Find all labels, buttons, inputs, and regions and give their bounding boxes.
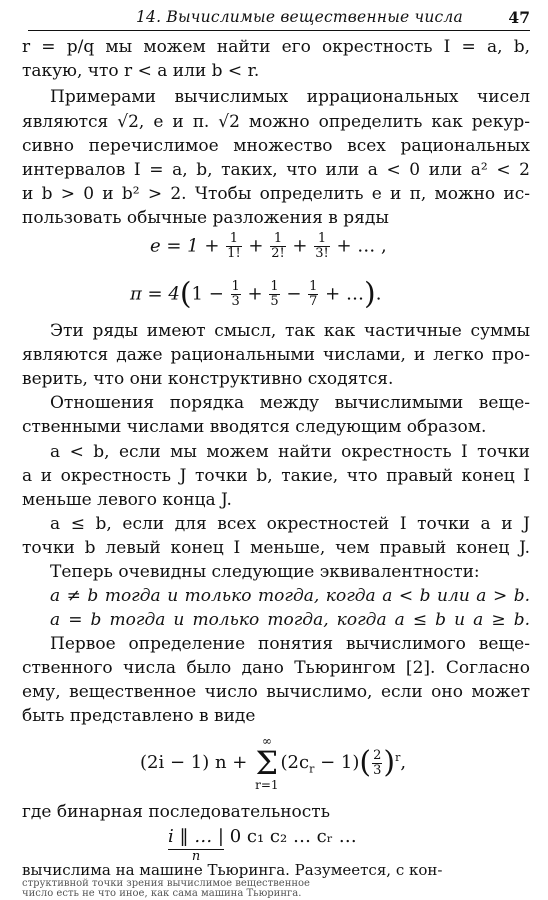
text-line: a = b тогда и только тогда, когда a ≤ b и a ≥ b. xyxy=(50,610,530,630)
fraction: $\frac{1}{5}$ xyxy=(270,279,279,309)
text-line: точки b левый конец I меньше, чем правый конец J. xyxy=(22,538,530,558)
text-line: где бинарная последовательность xyxy=(22,802,330,822)
text-line: быть представлено в виде xyxy=(22,706,256,726)
text-line: являются даже рациональными числами, и легко про- xyxy=(22,345,530,365)
fraction: $\frac{1}{3}$ xyxy=(231,279,240,309)
text-line: ему, вещественное число вычислимо, если оно может xyxy=(22,682,530,702)
fraction: $\frac{1}{2!}$ xyxy=(271,231,285,261)
text-line: сивно перечислимое множество всех рациональных xyxy=(22,136,530,156)
text-line: интервалов I = a, b, таких, что или a < 0 или a² < 2 xyxy=(22,160,530,180)
e-lhs: e = 1 + xyxy=(150,235,220,257)
fraction: $\frac{1}{7}$ xyxy=(309,279,318,309)
pi-lhs: π = 4 xyxy=(130,283,180,305)
text-line: и b > 0 и b² > 2. Чтобы определить e и π, можно ис- xyxy=(22,184,530,204)
underbrace: i ‖ … | n xyxy=(168,826,224,864)
text-line: Эти ряды имеют смысл, так как частичные суммы xyxy=(50,321,530,341)
e-tail: + … , xyxy=(336,235,387,257)
turing-formula: (2i − 1) n + ∞ Σ r=1 $(2c_r - 1)$( $\frac{2}{3}$ )$^r$, xyxy=(140,734,407,792)
text-line: вычислима на машине Тьюринга. Разумеется, с кон- xyxy=(22,861,443,879)
text-line: a и окрестность J точки b, такие, что правый конец I xyxy=(22,466,530,486)
fraction: $\frac{2}{3}$ xyxy=(373,747,382,778)
text-line: являются √2, e и π. √2 можно определить как рекур- xyxy=(22,112,530,132)
text-line: Теперь очевидны следующие эквивалентности: xyxy=(50,562,480,582)
chapter-title: 14. Вычислимые вещественные числа xyxy=(136,8,463,26)
e-series-formula: e = 1 + $\frac{1}{1!}$ + $\frac{1}{2!}$ + $\frac{1}{3!}$ + … , xyxy=(150,231,387,261)
text-line: меньше левого конца J. xyxy=(22,490,232,510)
text-line: a < b, если мы можем найти окрестность I точки xyxy=(50,442,530,462)
text-line: пользовать обычные разложения в ряды xyxy=(22,208,389,228)
page-number: 47 xyxy=(508,8,530,27)
text-line: Примерами вычислимых иррациональных чисел xyxy=(50,87,530,107)
fraction: $\frac{1}{1!}$ xyxy=(227,231,241,261)
text-line: ственными числами вводятся следующим образом. xyxy=(22,417,487,437)
text-line: ственного числа было дано Тьюрингом [2]. Согласно xyxy=(22,658,530,678)
text-line: a ≠ b тогда и только тогда, когда a < b или a > b. xyxy=(50,586,530,606)
text-line: число есть не что иное, как сама машина Тьюринга. xyxy=(22,888,302,899)
text-line: Отношения порядка между вычислимыми веще- xyxy=(50,393,530,413)
running-header xyxy=(28,6,530,31)
binary-sequence: i ‖ … | n 0 c₁ c₂ … cᵣ … xyxy=(168,826,357,864)
summation: ∞ Σ r=1 xyxy=(255,734,279,792)
text-line: r = p/q мы можем найти его окрестность I = a, b, xyxy=(22,37,530,57)
text-line: Первое определение понятия вычислимого веще- xyxy=(50,634,530,654)
text-line: верить, что они конструктивно сходятся. xyxy=(22,369,394,389)
fraction: $\frac{1}{3!}$ xyxy=(315,231,329,261)
text-line: a ≤ b, если для всех окрестностей I точки a и J xyxy=(50,514,530,534)
text-line: структивной точки зрения вычислимое вещественное xyxy=(22,878,310,889)
pi-series-formula: π = 4(1 − $\frac{1}{3}$ + $\frac{1}{5}$ − $\frac{1}{7}$ + …). xyxy=(130,276,382,312)
text-line: такую, что r < a или b < r. xyxy=(22,61,260,81)
